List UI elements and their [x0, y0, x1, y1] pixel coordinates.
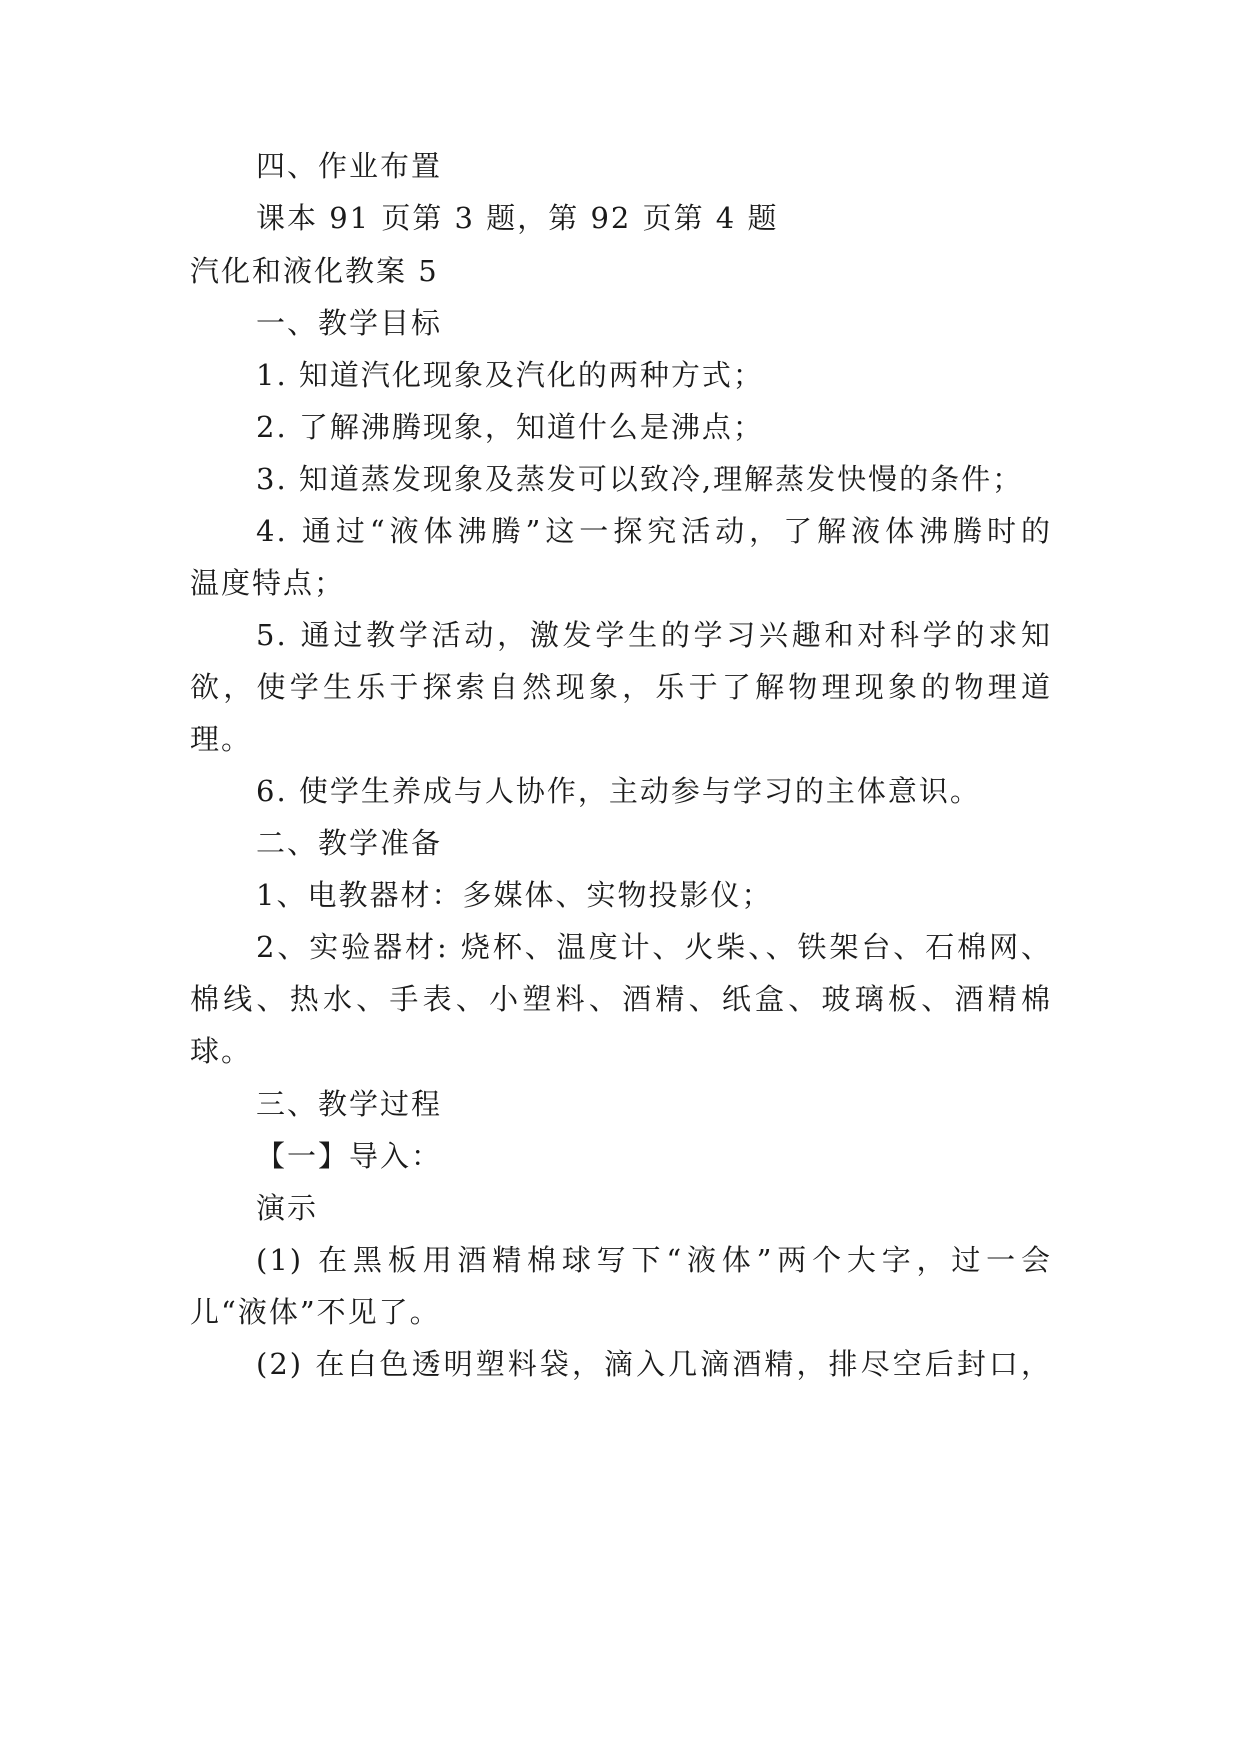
objective-item-4-continued: 温度特点；: [190, 566, 346, 600]
preparation-item-2: 2、实验器材: 烧杯、温度计、火柴、、铁架台、石棉网、: [256, 930, 1052, 964]
demonstration-step-2: (2) 在白色透明塑料袋，滴入几滴酒精，排尽空后封口，: [256, 1347, 1052, 1381]
objective-item-4: 4. 通过“液体沸腾”这一探究活动，了解液体沸腾时的: [256, 514, 1052, 548]
preparation-item-1: 1、电教器材：多媒体、实物投影仪；: [256, 878, 773, 912]
objective-item-1: 1. 知道汽化现象及汽化的两种方式；: [256, 358, 764, 392]
demonstration-step-1-continued: 儿“液体”不见了。: [190, 1295, 441, 1329]
demonstration-label: 演示: [256, 1191, 319, 1225]
demonstration-step-1: (1) 在黑板用酒精棉球写下“液体”两个大字，过一会: [256, 1243, 1052, 1277]
preparation-item-2-end: 球。: [190, 1034, 253, 1068]
objective-item-5-continued: 欲，使学生乐于探索自然现象，乐于了解物理现象的物理道: [190, 670, 1052, 704]
section-heading-objectives: 一、教学目标: [256, 306, 443, 340]
objective-item-5: 5. 通过教学活动，激发学生的学习兴趣和对科学的求知: [256, 618, 1052, 652]
objective-item-6: 6. 使学生养成与人协作，主动参与学习的主体意识。: [256, 774, 981, 808]
preparation-item-2-continued: 棉线、热水、手表、小塑料、酒精、纸盒、玻璃板、酒精棉: [190, 982, 1052, 1016]
section-heading-homework: 四、作业布置: [256, 149, 443, 183]
section-heading-process: 三、教学过程: [256, 1087, 443, 1121]
lesson-plan-title: 汽化和液化教案 5: [190, 254, 439, 288]
objective-item-5-end: 理。: [190, 722, 253, 756]
objective-item-2: 2. 了解沸腾现象，知道什么是沸点；: [256, 410, 764, 444]
objective-item-3: 3. 知道蒸发现象及蒸发可以致冷,理解蒸发快慢的条件；: [256, 462, 1024, 496]
section-heading-preparation: 二、教学准备: [256, 826, 443, 860]
homework-assignment: 课本 91 页第 3 题，第 92 页第 4 题: [256, 201, 779, 235]
subsection-introduction: 【一】导入：: [256, 1139, 443, 1173]
